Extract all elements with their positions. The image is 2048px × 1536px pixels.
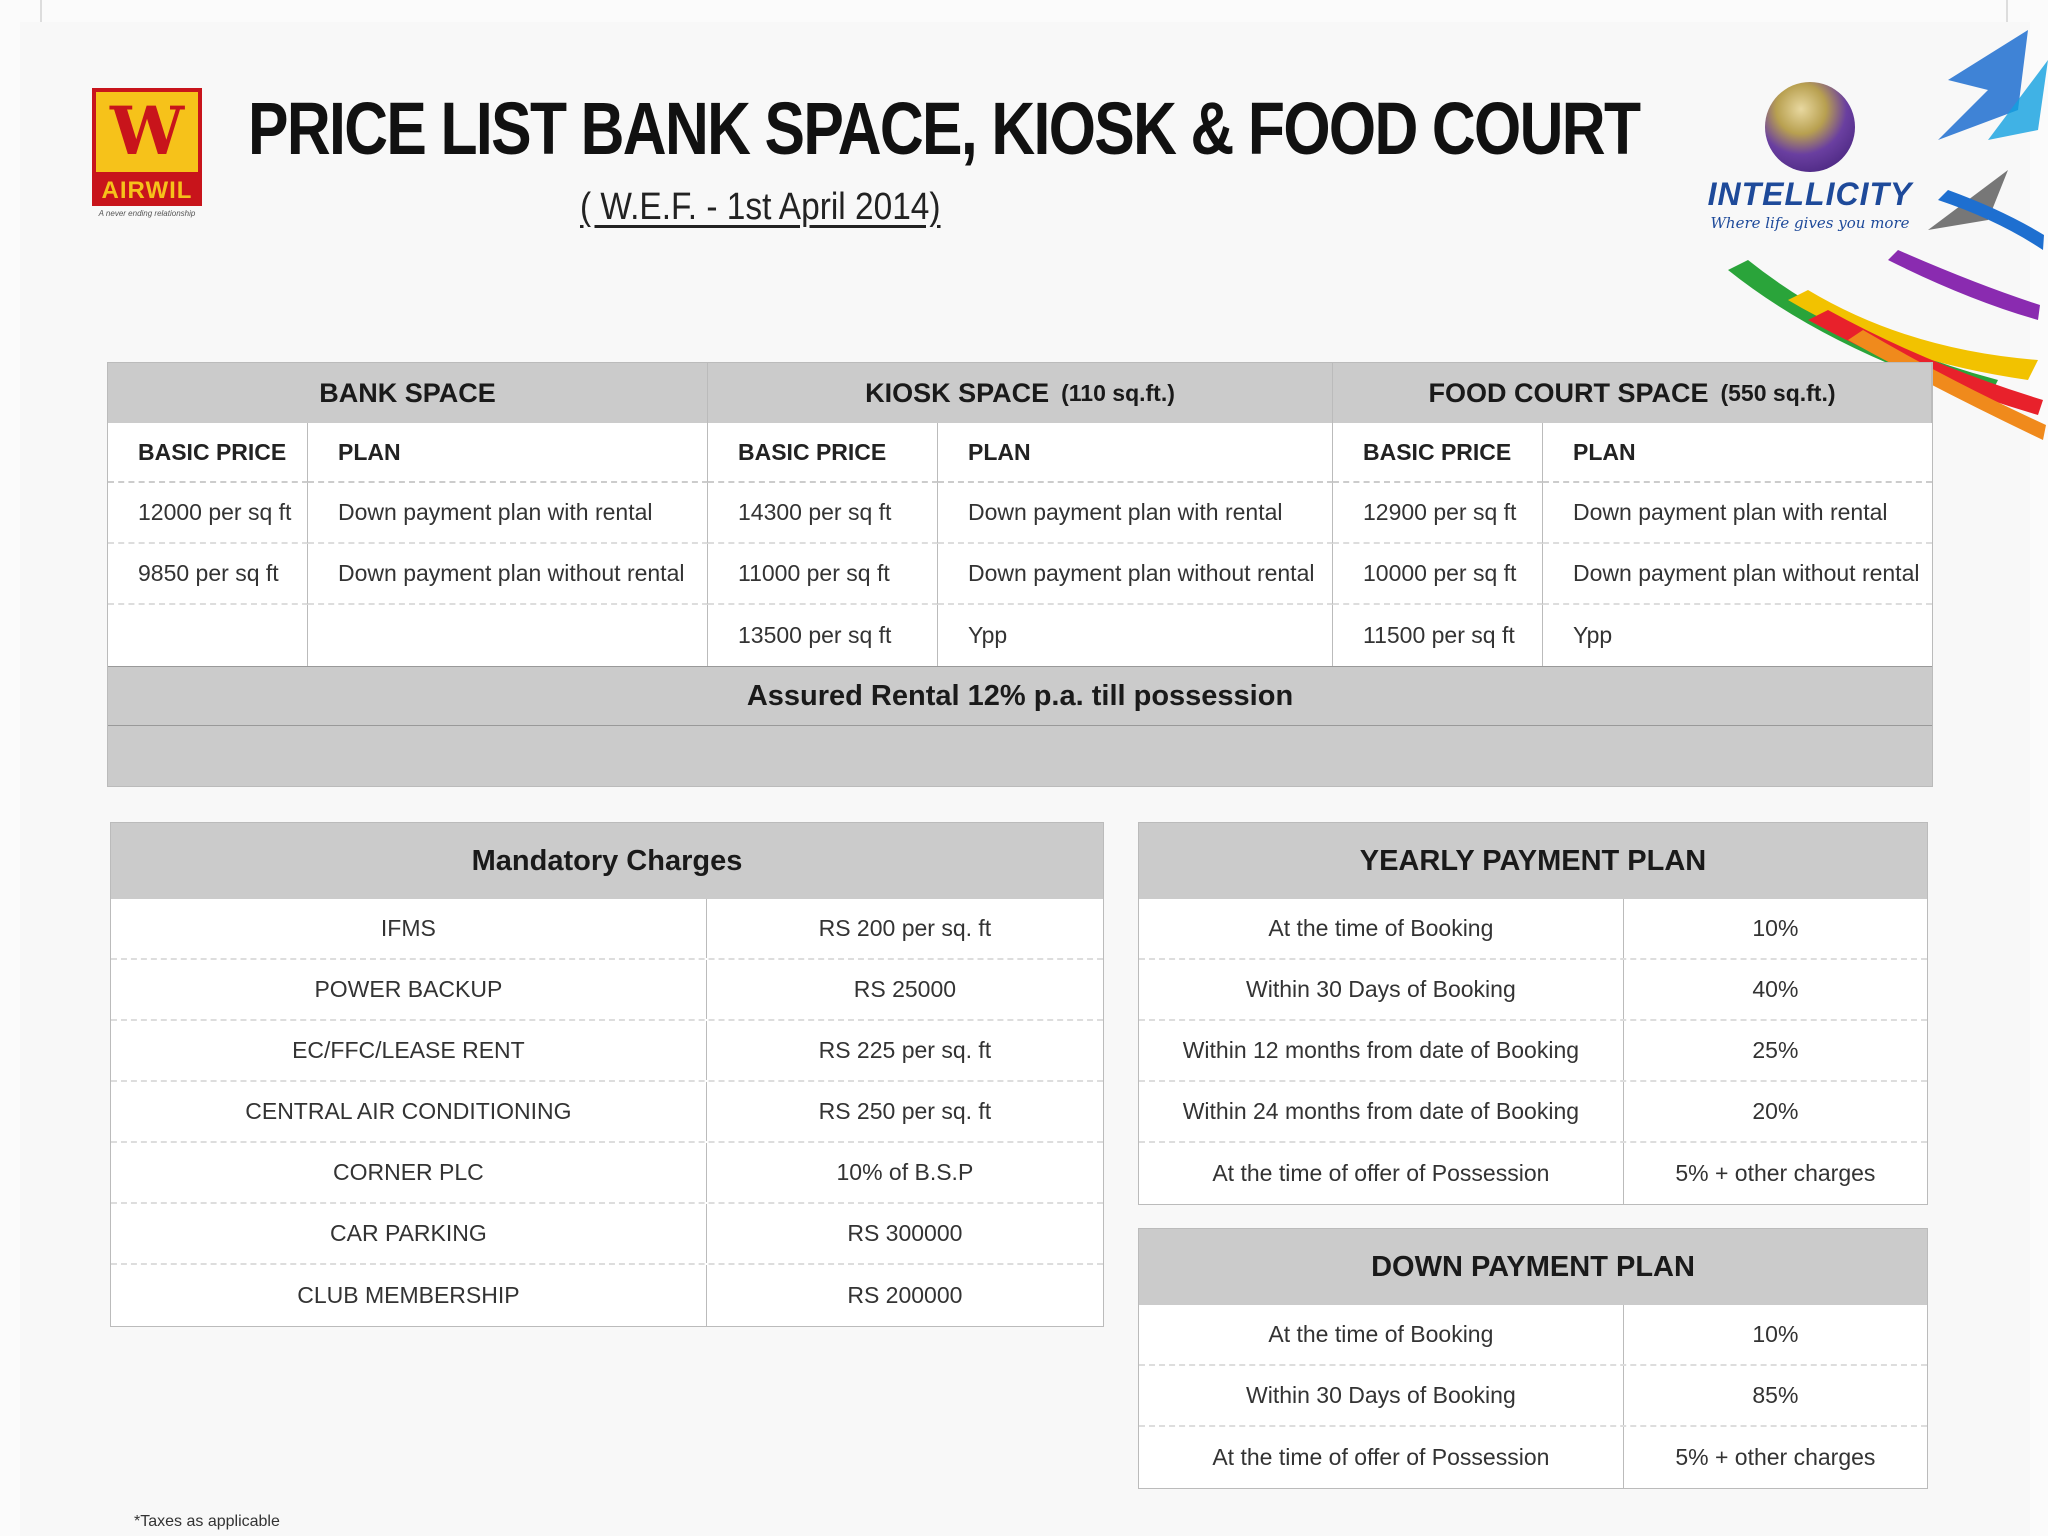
intellicity-slogan: Where life gives you more [1710,214,1910,232]
kiosk-space-size: (110 sq.ft.) [1061,379,1175,406]
plan-percent: 85% [1752,1382,1799,1408]
food-basic-price-heading: BASIC PRICE [1333,423,1543,483]
charge-value: RS 250 per sq. ft [818,1098,992,1124]
food-court-header [1333,363,1932,423]
charge-item: CENTRAL AIR CONDITIONING [111,1082,707,1141]
airwil-emblem [92,88,202,176]
food-price-cell: 10000 per sq ft [1333,544,1543,605]
page-title: PRICE LIST BANK SPACE, KIOSK & FOOD COURT [248,87,1640,170]
bank-plan-heading: PLAN [308,423,708,483]
table-row [111,1204,1103,1265]
charge-item: POWER BACKUP [111,960,707,1019]
table-row [111,960,1103,1021]
table-row [1139,1305,1927,1366]
charge-item: IFMS [111,899,707,958]
kiosk-price-cell: 14300 per sq ft [708,483,938,544]
charge-value: 10% of B.S.P [836,1159,974,1185]
table-row [111,1021,1103,1082]
price-table [107,362,1933,787]
bank-plan-cell: Down payment plan without rental [308,544,708,605]
charge-value: RS 200000 [847,1282,963,1308]
mandatory-charges-table [110,822,1104,1327]
bank-plan-cell [308,605,708,666]
plan-stage: Within 30 Days of Booking [1139,960,1624,1019]
food-plan-cell: Ypp [1573,622,1613,648]
table-row [1139,899,1927,960]
bank-price-cell [108,605,308,666]
plan-percent: 40% [1752,976,1799,1002]
down-payment-plan-table [1138,1228,1928,1489]
food-court-size: (550 sq.ft.) [1720,379,1836,406]
table-row [111,1082,1103,1143]
taxes-footnote: *Taxes as applicable [134,1513,280,1530]
table-row [111,1143,1103,1204]
kiosk-plan-cell: Ypp [938,605,1333,666]
bank-space-header [108,363,708,423]
plan-percent: 5% + other charges [1675,1444,1876,1470]
charge-item: CAR PARKING [111,1204,707,1263]
bank-plan-cell: Down payment plan with rental [308,483,708,544]
food-court-title: FOOD COURT SPACE [1428,377,1709,408]
table-row [1139,960,1927,1021]
plan-percent: 10% [1752,1321,1799,1347]
plan-stage: Within 24 months from date of Booking [1139,1082,1624,1141]
charge-value: RS 300000 [847,1220,963,1246]
table-row [1139,1427,1927,1488]
plan-percent: 25% [1752,1037,1799,1063]
kiosk-plan-heading: PLAN [938,423,1333,483]
food-plan-cell: Down payment plan with rental [1543,483,1932,544]
kiosk-space-title: KIOSK SPACE [865,377,1050,408]
down-payment-plan-title: DOWN PAYMENT PLAN [1139,1229,1927,1305]
bank-price-cell: 12000 per sq ft [108,483,308,544]
yearly-payment-plan-table [1138,822,1928,1205]
bank-basic-price-heading: BASIC PRICE [108,423,308,483]
plan-percent: 5% + other charges [1675,1160,1876,1186]
kiosk-space-header [708,363,1333,423]
yearly-payment-plan-title: YEARLY PAYMENT PLAN [1139,823,1927,899]
table-row [1139,1366,1927,1427]
assured-rental-banner: Assured Rental 12% p.a. till possession [108,666,1932,726]
bank-space-title: BANK SPACE [319,377,496,408]
airwil-name: AIRWIL [92,176,202,206]
intellicity-logo [1700,82,1920,242]
globe-icon [1765,82,1855,172]
page-subtitle: ( W.E.F. - 1st April 2014) [580,186,941,228]
plan-percent: 20% [1752,1098,1799,1124]
charge-value: RS 25000 [853,976,957,1002]
plan-stage: Within 30 Days of Booking [1139,1366,1624,1425]
plan-stage: Within 12 months from date of Booking [1139,1021,1624,1080]
kiosk-plan-cell: Down payment plan with rental [938,483,1333,544]
charge-value: RS 225 per sq. ft [818,1037,992,1063]
bank-price-cell: 9850 per sq ft [108,544,308,605]
charge-item: EC/FFC/LEASE RENT [111,1021,707,1080]
table-row [1139,1143,1927,1204]
table-row [1139,1021,1927,1082]
food-plan-cell: Down payment plan without rental [1543,544,1932,605]
blank-band [108,726,1932,786]
charge-value: RS 200 per sq. ft [818,915,992,941]
airwil-emblem-letter: W [109,92,185,170]
kiosk-price-cell: 13500 per sq ft [708,605,938,666]
food-price-cell: 12900 per sq ft [1333,483,1543,544]
plan-stage: At the time of offer of Possession [1139,1143,1624,1204]
airwil-tagline: A never ending relationship [98,209,196,218]
top-border [40,0,2008,22]
food-plan-heading: PLAN [1543,423,1932,483]
charge-item: CORNER PLC [111,1143,707,1202]
food-price-cell: 11500 per sq ft [1333,605,1543,666]
charge-item: CLUB MEMBERSHIP [111,1265,707,1326]
intellicity-name: INTELLICITY [1707,176,1913,212]
airwil-logo [92,88,202,218]
plan-stage: At the time of offer of Possession [1139,1427,1624,1488]
table-row [111,899,1103,960]
kiosk-plan-cell: Down payment plan without rental [938,544,1333,605]
kiosk-basic-price-heading: BASIC PRICE [708,423,938,483]
table-row [1139,1082,1927,1143]
table-row [111,1265,1103,1326]
plan-stage: At the time of Booking [1139,899,1624,958]
plan-percent: 10% [1752,915,1799,941]
plan-stage: At the time of Booking [1139,1305,1624,1364]
kiosk-price-cell: 11000 per sq ft [708,544,938,605]
mandatory-charges-title: Mandatory Charges [111,823,1103,899]
